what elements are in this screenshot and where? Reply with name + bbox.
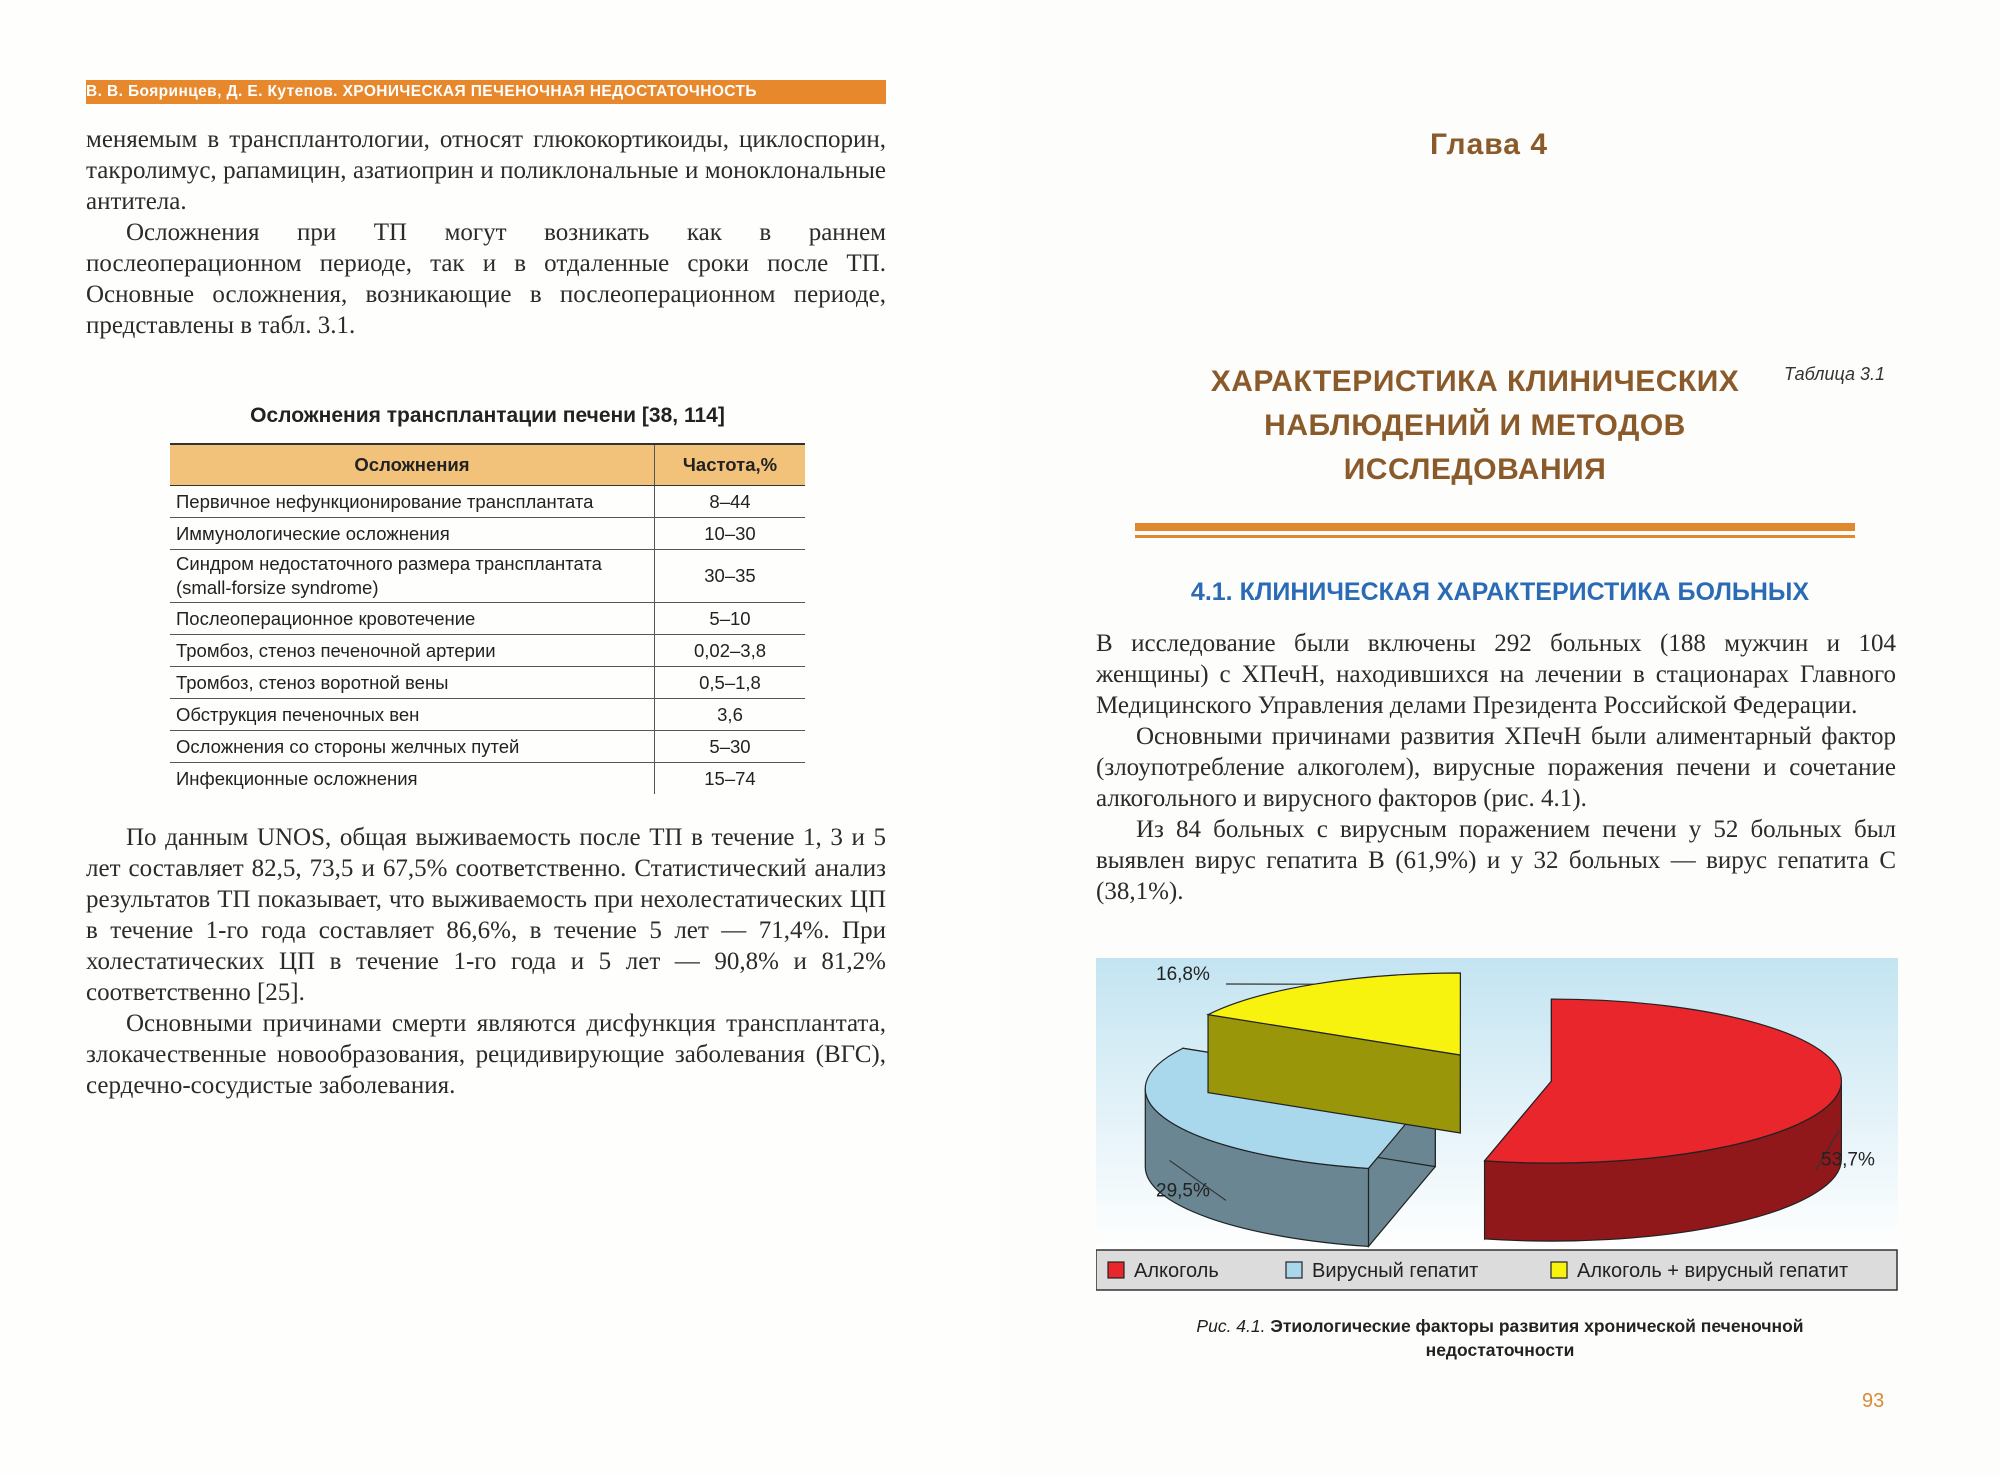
page-number: 93 — [1862, 1390, 1885, 1412]
table-cell-name: Иммунологические осложнения — [170, 518, 655, 550]
table-cell-value: 5–30 — [655, 731, 806, 763]
table-row — [170, 635, 805, 667]
table-header-row — [170, 444, 805, 486]
figure-caption — [1150, 1314, 1850, 1362]
table-row — [170, 603, 805, 635]
left-paragraph-2: Осложнения при ТП могут возникать как в раннем послеоперационном периоде, так и в отдаленные сроки после ТП. Основные осложнения, возникающие в послеоперационном периоде, представлены в табл. 3.1. — [86, 219, 886, 339]
pie-data-label-1: 29,5% — [1156, 1180, 1210, 1202]
table-label: Таблица 3.1 — [1783, 364, 1885, 384]
section-title: 4.1. КЛИНИЧЕСКАЯ ХАРАКТЕРИСТИКА БОЛЬНЫХ — [1190, 578, 1810, 606]
left-text-block-2 — [86, 822, 886, 1101]
caption-label: Рис. 4.1. — [1196, 1316, 1266, 1336]
left-paragraph-3: По данным UNOS, общая выживаемость после ТП в течение 1, 3 и 5 лет составляет 82,5, 73,5 и 67,5% соответственно. Статистический анализ результатов ТП показывает, что выживаемость при нехолестатических ЦП в течение 1-го года составляет 86,6%, в течение 5 лет — 71,4%. При холестатических ЦП в течение 1-го года и 5 лет — 90,8% и 81,2% соответственно [25]. — [86, 824, 886, 1006]
divider-thin — [1135, 535, 1855, 538]
table-cell-name: Послеоперационное кровотечение — [170, 603, 655, 635]
table-cell-value: 15–74 — [655, 763, 806, 795]
left-text-block-1 — [86, 124, 886, 341]
table-row — [170, 667, 805, 699]
etiology-pie-chart — [1096, 958, 1898, 1292]
complications-table — [170, 443, 805, 794]
table-cell-name: Тромбоз, стеноз печеночной артерии — [170, 635, 655, 667]
right-paragraph-1: В исследование были включены 292 больных (188 мужчин и 104 женщины) с ХПечН, находившихся на лечении в стационарах Главного Медицинского Управления делами Президента Российской Федерации. — [1096, 630, 1896, 719]
divider-thick — [1135, 523, 1855, 531]
table-cell-name: Осложнения со стороны желчных путей — [170, 731, 655, 763]
table-header-complication: Осложнения — [170, 444, 655, 486]
table-row — [170, 731, 805, 763]
table-row — [170, 518, 805, 550]
table-cell-value: 3,6 — [655, 699, 806, 731]
pie-data-label-0: 53,7% — [1821, 1149, 1875, 1171]
table-cell-name: Инфекционные осложнения — [176, 767, 418, 789]
legend-swatch-0 — [1108, 1262, 1124, 1278]
legend-swatch-2 — [1551, 1262, 1567, 1278]
left-paragraph-1: меняемым в трансплантологии, относят глюкокортикоиды, циклоспорин, такролимус, рапамицин, азатиоприн и поликлональные и моноклональные антитела. — [86, 126, 886, 215]
pie-chart-svg — [1096, 958, 1898, 1292]
legend-label-1: Вирусный гепатит — [1312, 1260, 1479, 1282]
table-row — [170, 486, 805, 518]
right-text-block — [1096, 628, 1896, 907]
table-row — [170, 763, 805, 795]
table-cell-name: Первичное нефункционирование трансплантата — [170, 486, 655, 518]
table-cell-value: 0,02–3,8 — [655, 635, 806, 667]
legend-label-2: Алкоголь + вирусный гепатит — [1577, 1260, 1849, 1282]
table-row — [170, 699, 805, 731]
legend-swatch-1 — [1286, 1262, 1302, 1278]
table-header-frequency: Частота,% — [655, 444, 806, 486]
table-cell-value: 8–44 — [655, 486, 806, 518]
legend-label-0: Алкоголь — [1134, 1260, 1219, 1282]
chapter-number: Глава 4 — [1430, 128, 1549, 161]
chapter-title: ХАРАКТЕРИСТИКА КЛИНИЧЕСКИХ НАБЛЮДЕНИЙ И МЕТОДОВ ИССЛЕДОВАНИЯ — [1210, 365, 1740, 486]
running-head: В. В. Бояринцев, Д. Е. Кутепов. ХРОНИЧЕСКАЯ ПЕЧЕНОЧНАЯ НЕДОСТАТОЧНОСТЬ — [86, 80, 886, 104]
pie-data-label-2: 16,8% — [1156, 964, 1210, 985]
table-cell-value: 0,5–1,8 — [655, 667, 806, 699]
table-row — [170, 550, 805, 603]
table-title: Осложнения трансплантации печени [38, 114] — [250, 404, 725, 427]
table-cell-value: 30–35 — [655, 550, 806, 603]
table-cell-value: 5–10 — [655, 603, 806, 635]
table-cell-name: Синдром недостаточного размера трансплантата (small-forsize syndrome) — [170, 550, 655, 603]
table-cell-name: Обструкция печеночных вен — [170, 699, 655, 731]
right-paragraph-2: Основными причинами развития ХПечН были алиментарный фактор (злоупотребление алкоголем), вирусные поражения печени и сочетание алкогольного и вирусного факторов (рис. 4.1). — [1096, 723, 1896, 812]
table-cell-value: 10–30 — [655, 518, 806, 550]
caption-text: Этиологические факторы развития хронической печеночной недостаточности — [1270, 1316, 1804, 1360]
left-paragraph-4: Основными причинами смерти являются дисфункция трансплантата, злокачественные новообразования, рецидивирующие заболевания (ВГС), сердечно-сосудистые заболевания. — [86, 1010, 886, 1099]
table-cell-name: Тромбоз, стеноз воротной вены — [170, 667, 655, 699]
right-paragraph-3: Из 84 больных с вирусным поражением печени у 52 больных был выявлен вирус гепатита В (61,9%) и у 32 больных — вирус гепатита С (38,1%). — [1096, 816, 1896, 905]
